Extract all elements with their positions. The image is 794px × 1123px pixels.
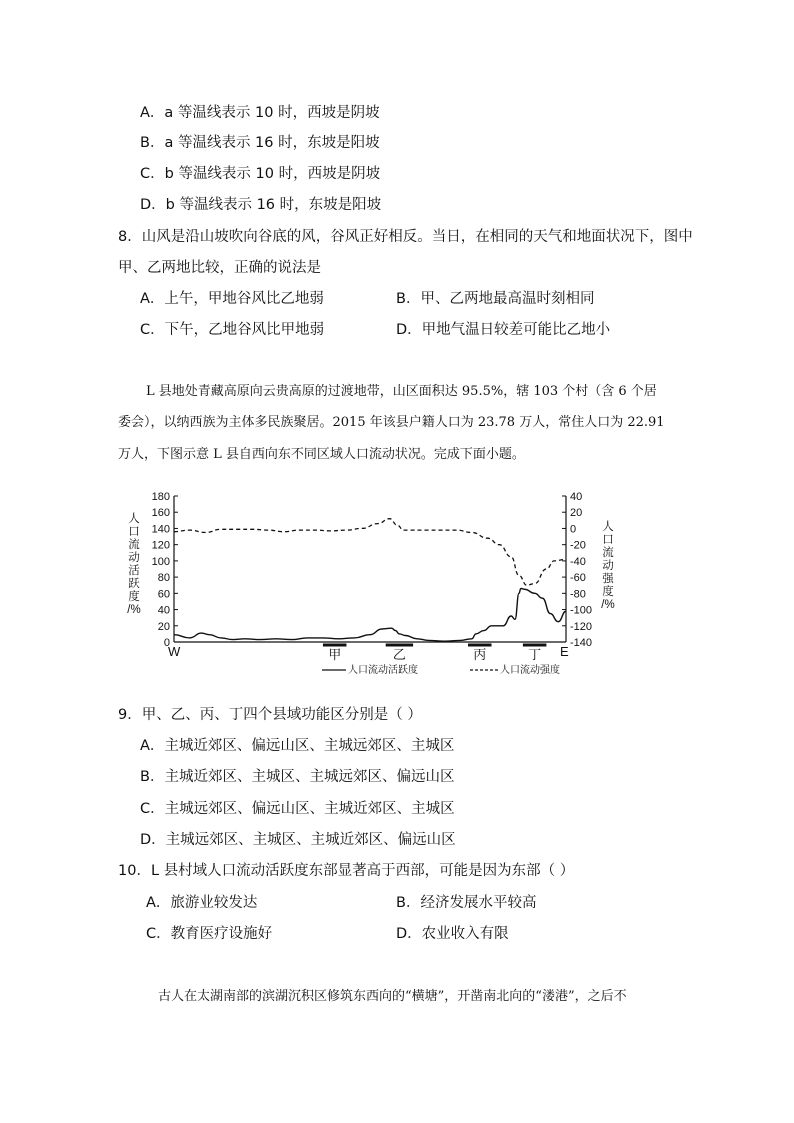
passage-line1: L 县地处青藏高原向云贵高原的过渡地带，山区面积达 95.5%，辖 103 个村（含 6 个居 — [146, 384, 657, 399]
left-axis-label-char: 口 — [128, 526, 140, 538]
left-axis-label-char: 流 — [128, 539, 140, 551]
passage-line2: 委会），以纳西族为主体多民族聚居。2015 年该县户籍人口为 23.78 万人，常住人口为 22.91 — [118, 415, 665, 430]
passage-line3: 万人，下图示意 L 县自西向东不同区域人口流动状况。完成下面小题。 — [118, 447, 525, 462]
left-tick-label: 40 — [157, 604, 170, 617]
q10-option-b: B．经济发展水平较高 — [396, 895, 537, 911]
passage2-line1: 古人在太湖南部的滨湖沉积区修筑东西向的“横塘”，开凿南北向的“溇港”，之后不 — [158, 989, 627, 1004]
population-flow-chart — [118, 484, 615, 680]
right-axis-label-char: 流 — [602, 547, 614, 559]
series-intensity-line — [174, 519, 566, 586]
q7-option-c: C．b 等温线表示 10 时，西坡是阴坡 — [140, 166, 381, 182]
right-axis-label-char: 度 — [602, 586, 614, 598]
q10-option-a: A．旅游业较发达 — [146, 895, 258, 911]
right-tick-label: -100 — [570, 604, 593, 617]
right-tick-label: -120 — [570, 620, 593, 633]
q9-option-d: D．主城远郊区、主城区、主城近郊区、偏远山区 — [140, 832, 456, 848]
left-axis-label-char: /% — [127, 604, 141, 616]
region-label: 乙 — [392, 647, 406, 662]
right-tick-label: -40 — [570, 555, 586, 568]
q8-option-b: B．甲、乙两地最高温时刻相同 — [396, 291, 595, 307]
left-axis-label-char: 跃 — [128, 578, 140, 590]
q8-stem-line2: 甲、乙两地比较，正确的说法是 — [118, 260, 321, 276]
left-tick-label: 160 — [151, 507, 170, 520]
legend-intensity-label: 人口流动强度 — [500, 665, 560, 676]
q10-option-d: D．农业收入有限 — [396, 926, 509, 942]
q9-option-b: B．主城近郊区、主城区、主城远郊区、偏远山区 — [140, 769, 455, 785]
q7-option-b: B．a 等温线表示 16 时，东坡是阳坡 — [140, 135, 380, 151]
q7-option-a: A．a 等温线表示 10 时，西坡是阴坡 — [140, 105, 380, 121]
right-tick-label: 20 — [570, 507, 583, 520]
region-label: 丁 — [528, 647, 542, 662]
left-tick-label: 120 — [151, 539, 170, 552]
right-tick-label: 40 — [570, 491, 583, 503]
right-tick-label: -60 — [570, 572, 586, 585]
region-label: 丙 — [473, 647, 487, 662]
left-axis-label-char: 人 — [128, 513, 140, 525]
right-tick-label: -80 — [570, 588, 586, 601]
q7-option-d: D．b 等温线表示 16 时，东坡是阳坡 — [140, 197, 382, 213]
left-tick-label: 80 — [157, 572, 170, 585]
series-activity-line — [174, 589, 566, 642]
q10-option-c: C．教育医疗设施好 — [146, 926, 273, 942]
left-tick-label: 180 — [151, 491, 170, 503]
left-tick-label: 0 — [163, 637, 170, 649]
region-label: 甲 — [328, 647, 342, 662]
legend-activity-label: 人口流动活跃度 — [348, 665, 418, 676]
left-axis-label-char: 度 — [128, 591, 140, 603]
q8-option-c: C．下午，乙地谷风比甲地弱 — [140, 322, 325, 338]
q8-stem-line1: 8．山风是沿山坡吹向谷底的风，谷风正好相反。当日，在相同的天气和地面状况下，图中 — [118, 229, 693, 245]
q10-stem: 10．L 县村域人口流动活跃度东部显著高于西部，可能是因为东部（ ） — [118, 863, 575, 879]
left-tick-label: 60 — [157, 588, 170, 601]
right-axis-label-char: 强 — [602, 573, 614, 585]
right-axis-label-char: 口 — [602, 534, 614, 546]
q9-option-c: C．主城远郊区、偏远山区、主城近郊区、主城区 — [140, 801, 455, 817]
right-axis-label-char: /% — [601, 599, 615, 611]
q8-option-a: A．上午，甲地谷风比乙地弱 — [140, 291, 324, 307]
left-axis-label-char: 活 — [128, 565, 140, 577]
left-tick-label: 140 — [151, 523, 170, 536]
right-axis-label-char: 动 — [602, 560, 614, 572]
left-tick-label: 100 — [151, 555, 170, 568]
x-label-east: E — [560, 644, 569, 659]
left-axis-label-char: 动 — [128, 552, 140, 564]
right-tick-label: -20 — [570, 539, 586, 552]
q9-option-a: A．主城近郊区、偏远山区、主城远郊区、主城区 — [140, 738, 455, 754]
q8-option-d: D．甲地气温日较差可能比乙地小 — [396, 322, 611, 338]
q9-stem: 9．甲、乙、丙、丁四个县域功能区分别是（ ） — [118, 707, 422, 723]
right-tick-label: 0 — [570, 523, 577, 536]
left-tick-label: 20 — [157, 620, 170, 633]
right-axis-label-char: 人 — [602, 521, 614, 533]
x-label-west: W — [168, 644, 181, 659]
right-tick-label: -140 — [570, 637, 593, 649]
